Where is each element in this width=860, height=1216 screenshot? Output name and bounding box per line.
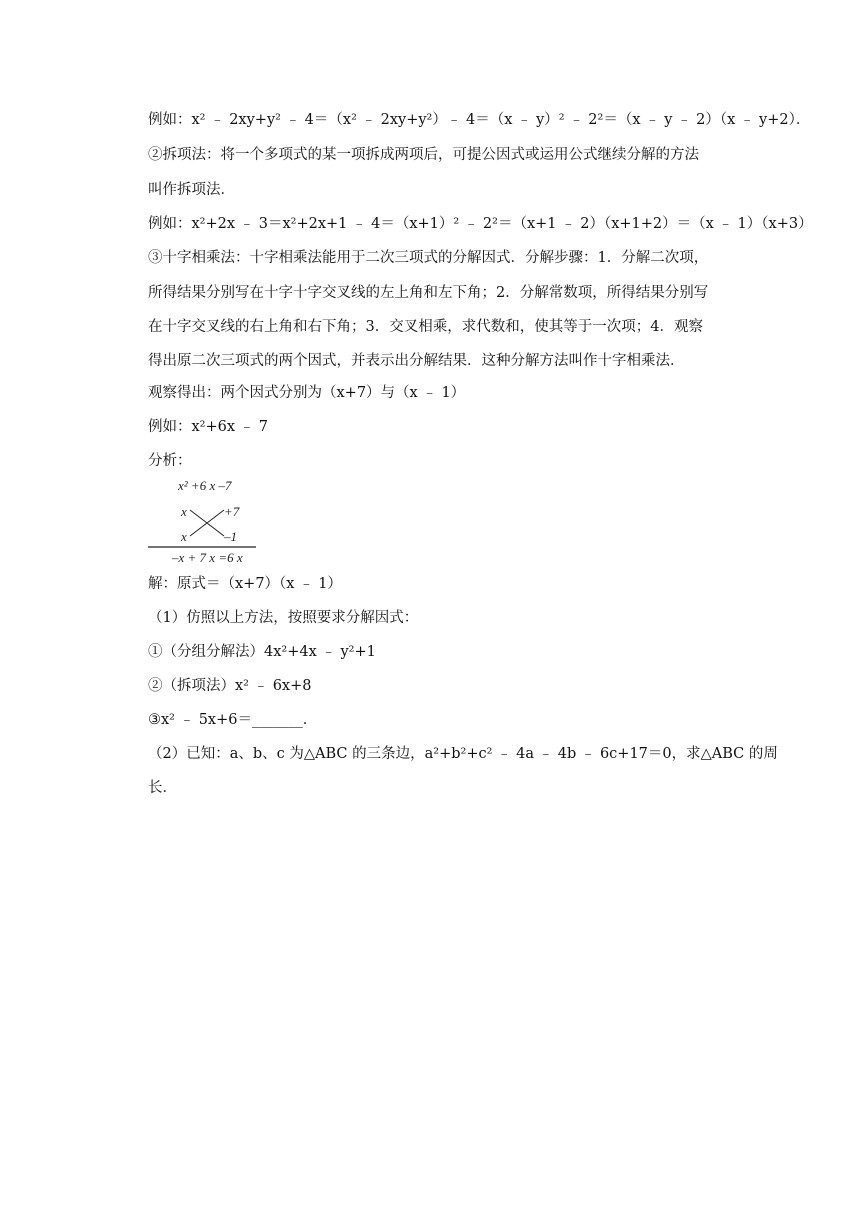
cross-method-text-4: 得出原二次三项式的两个因式，并表示出分解结果．这种分解方法叫作十字相乘法． (148, 353, 685, 369)
question-2-text-cont: 长． (148, 780, 177, 796)
example-cross-text: 例如：x²+6x ﹣ 7 (148, 419, 268, 435)
question-2-text: （2）已知：a、b、c 为△ABC 的三条边，a²+b²+c² ﹣ 4a ﹣ 4b ﹣ 6c+17＝0，求△ABC 的周 (148, 746, 778, 762)
cross-multiplication-figure (148, 476, 258, 566)
question-1-part-1: ①（分组分解法）4x²+4x ﹣ y²+1 (148, 644, 376, 660)
cross-method-text: ③十字相乘法：十字相乘法能用于二次三项式的分解因式．分解步骤：1．分解二次项， (148, 250, 709, 266)
figure-top-expression: x² +6 x –7 (178, 478, 232, 493)
example-split-term-text: 例如：x²+2x ﹣ 3＝x²+2x+1 ﹣ 4＝（x+1）² ﹣ 2²＝（x+1 ﹣ 2）（x+1+2）＝（x ﹣ 1）（x+3） (148, 216, 813, 232)
question-1-text: （1）仿照以上方法，按照要求分解因式： (148, 610, 419, 626)
cross-method-text-2: 所得结果分别写在十字十字交叉线的左上角和左下角；2．分解常数项，所得结果分别写 (148, 285, 709, 301)
question-1-part-3: ③x² ﹣ 5x+6＝_______． (148, 712, 318, 728)
split-term-method-text: ②拆项法：将一个多项式的某一项拆成两项后，可提公因式或运用公式继续分解的方法 (148, 147, 699, 163)
figure-right-bottom: –1 (224, 529, 237, 544)
figure-bottom-expression: –x + 7 x =6 x (172, 550, 243, 565)
example-grouping-text: 例如：x² ﹣ 2xy+y² ﹣ 4＝（x² ﹣ 2xy+y²）﹣ 4＝（x ﹣ y）² ﹣ 2²＝（x ﹣ y ﹣ 2）（x ﹣ y+2）． (148, 112, 811, 128)
figure-right-top: +7 (224, 504, 240, 519)
figure-left-top: x (181, 504, 187, 519)
solution-text: 解：原式＝（x+7）（x ﹣ 1） (148, 576, 342, 592)
cross-method-text-3: 在十字交叉线的右上角和右下角；3．交叉相乘，求代数和，使其等于一次项；4．观察 (148, 319, 703, 335)
analysis-label: 分析： (148, 453, 192, 469)
question-1-part-2: ②（拆项法）x² ﹣ 6x+8 (148, 678, 312, 694)
split-term-method-text-cont: 叫作拆项法． (148, 182, 235, 198)
figure-left-bottom: x (181, 529, 187, 544)
observation-text: 观察得出：两个因式分别为（x+7）与（x ﹣ 1） (148, 385, 466, 401)
